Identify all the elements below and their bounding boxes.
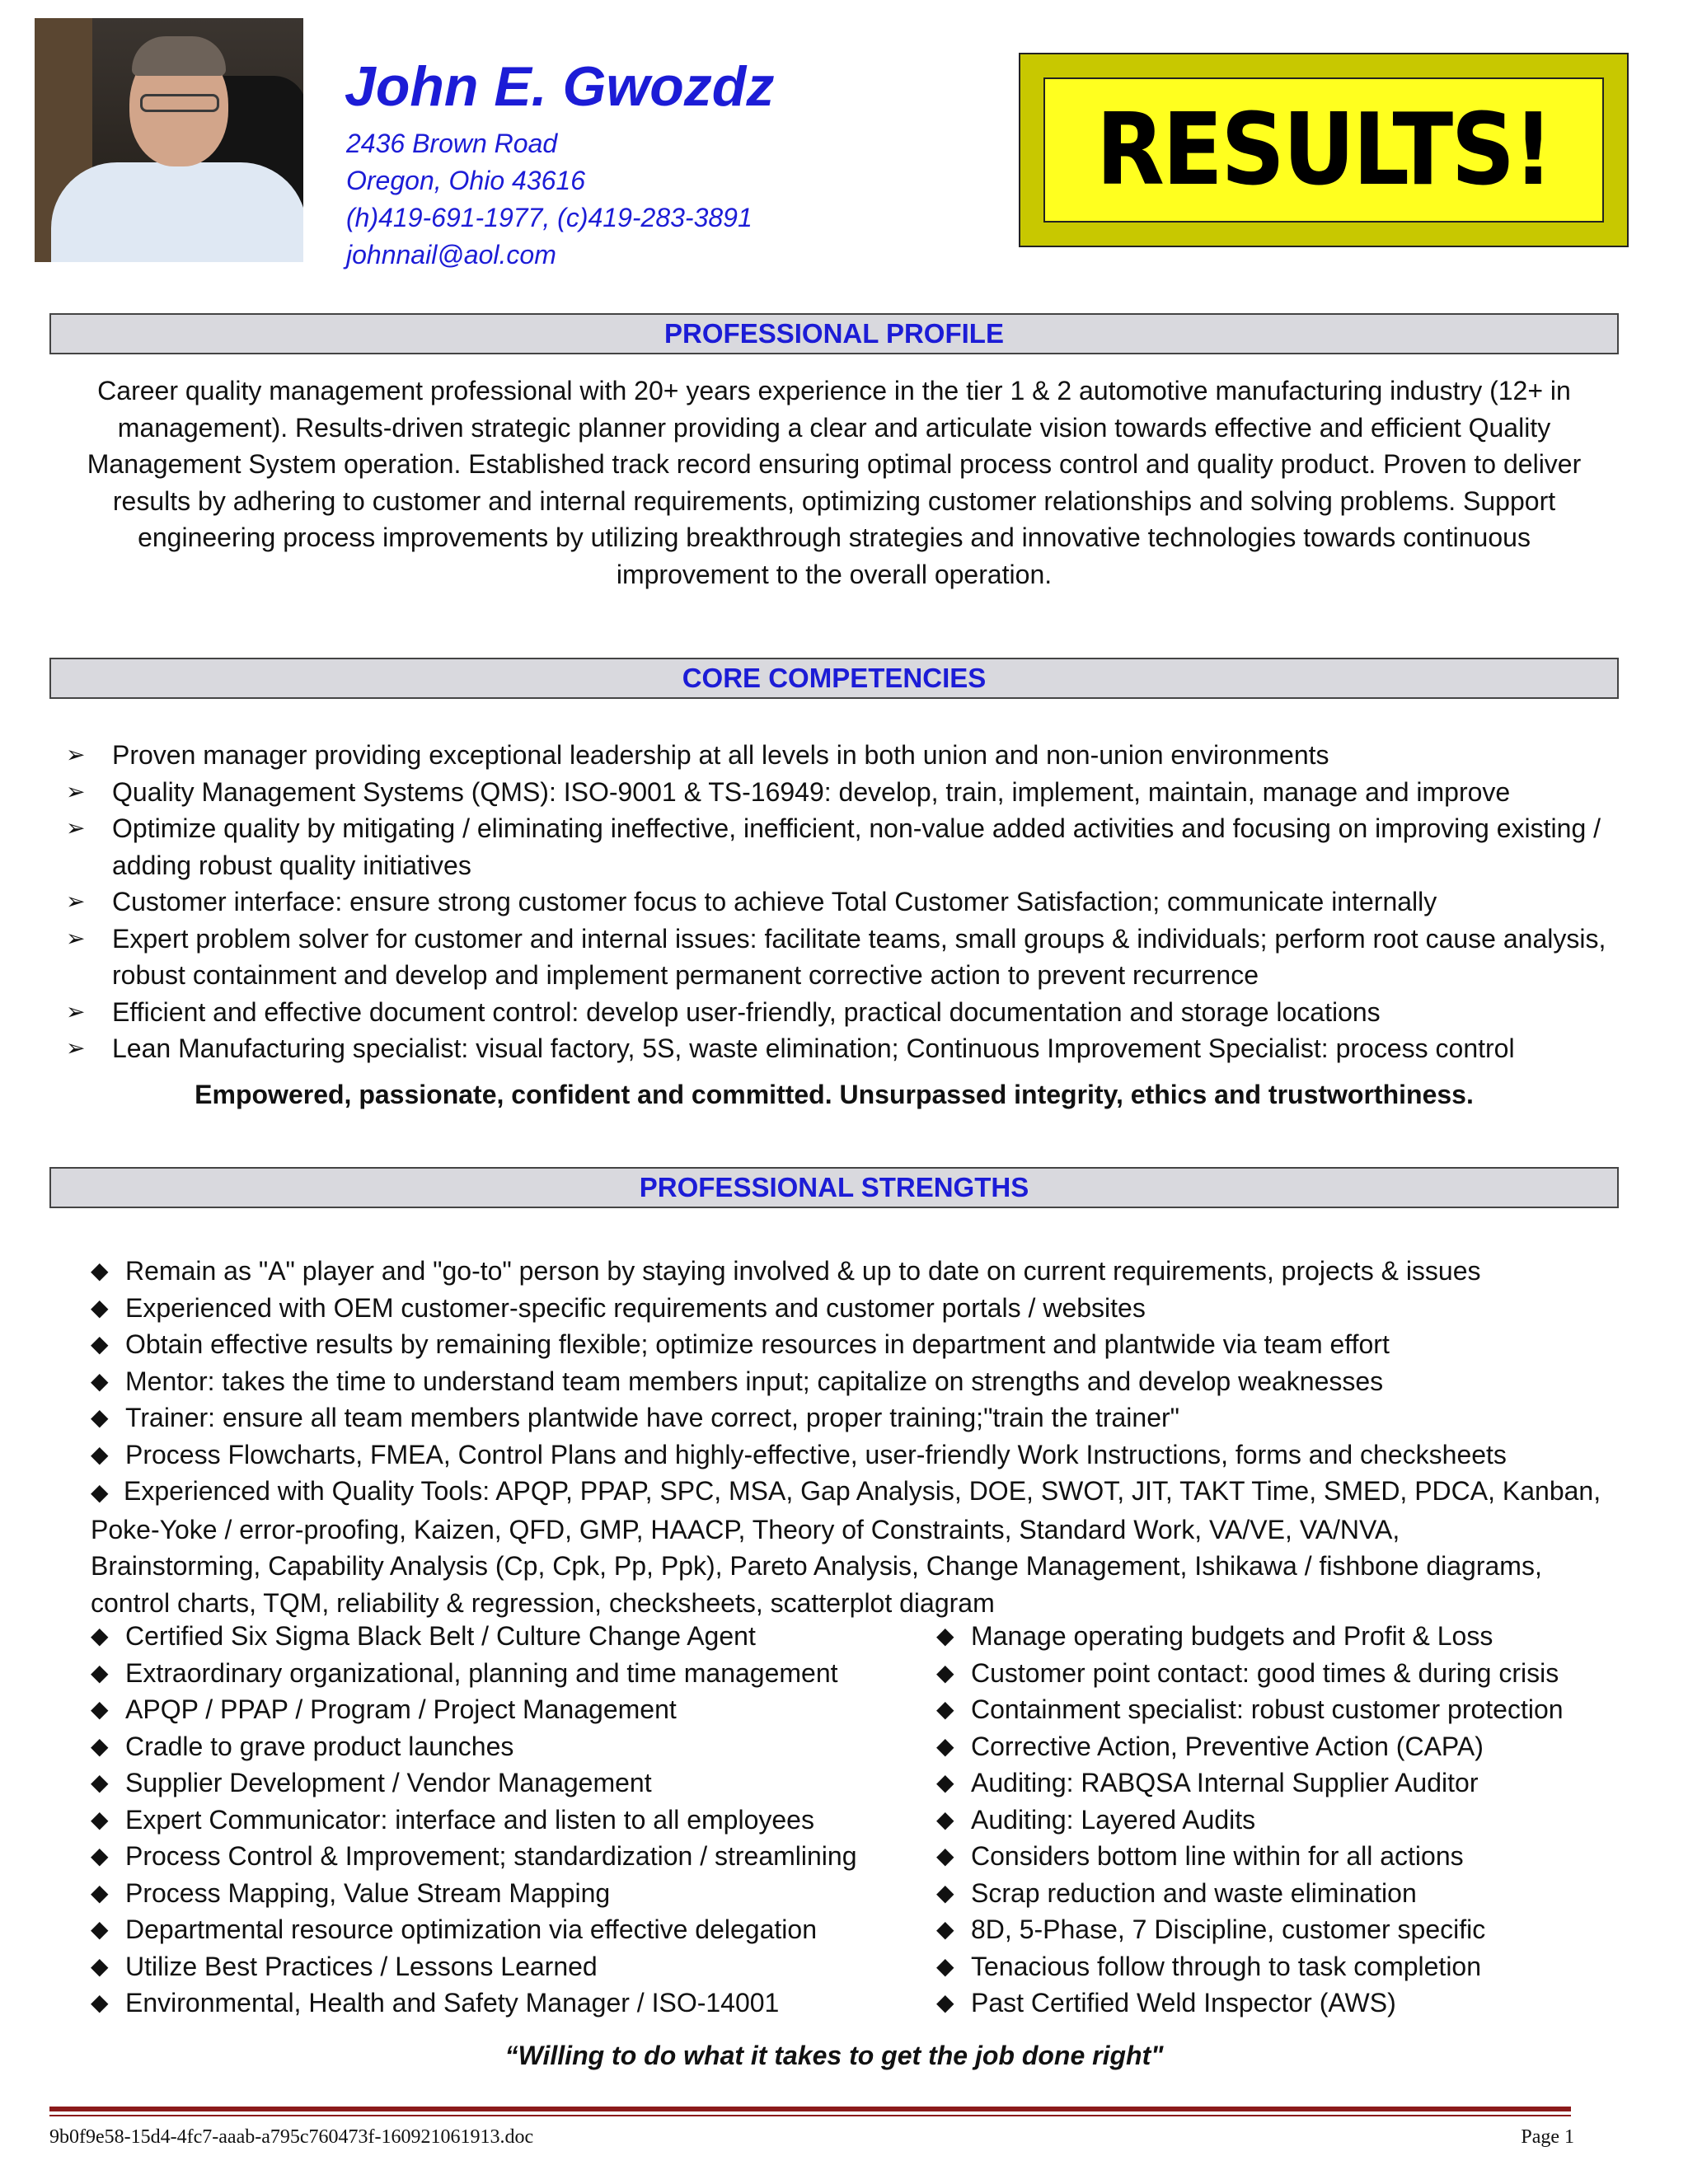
diamond-bullet-icon: ◆	[91, 1258, 109, 1283]
diamond-bullet-icon: ◆	[91, 1769, 109, 1795]
diamond-bullet-icon: ◆	[91, 1331, 109, 1357]
contact-block	[346, 125, 753, 274]
arrow-bullet-icon: ➢	[66, 998, 86, 1024]
diamond-bullet-icon: ◆	[936, 1696, 954, 1722]
list-item: ➢ Customer interface: ensure strong customer focus to achieve Total Customer Satisfaction; communicate internally	[66, 883, 1607, 921]
list-item: ◆ Auditing: Layered Audits	[936, 1802, 1607, 1839]
list-item: ◆ APQP / PPAP / Program / Project Management	[91, 1691, 936, 1728]
diamond-bullet-icon: ◆	[936, 1806, 954, 1832]
list-item: ◆ Past Certified Weld Inspector (AWS)	[936, 1985, 1607, 2022]
profile-line: management). Results-driven strategic planner providing a clear and articulate vision towards effective and efficient Quality	[117, 412, 1551, 443]
list-item: ◆ Obtain effective results by remaining flexible; optimize resources in department and plantwide via team effort	[91, 1326, 1607, 1363]
list-item: ◆ Experienced with OEM customer-specific requirements and customer portals / websites	[91, 1290, 1607, 1327]
competencies-list	[66, 737, 1607, 1067]
list-item: ◆ Process Mapping, Value Stream Mapping	[91, 1875, 936, 1912]
footer-doc-id: 9b0f9e58-15d4-4fc7-aaab-a795c760473f-160921061913.doc	[49, 2126, 534, 2148]
address-line-2: Oregon, Ohio 43616	[346, 166, 585, 195]
diamond-bullet-icon: ◆	[91, 1843, 109, 1868]
diamond-bullet-icon: ◆	[91, 1732, 109, 1759]
list-item: ◆ Trainer: ensure all team members plantwide have correct, proper training;"train the trainer"	[91, 1399, 1607, 1436]
footer-rule-thin	[49, 2115, 1571, 2116]
diamond-bullet-icon: ◆	[91, 1952, 109, 1979]
email-address[interactable]: johnnail@aol.com	[346, 240, 556, 269]
list-item: ◆ Cradle to grave product launches	[91, 1728, 936, 1765]
diamond-bullet-icon: ◆	[936, 1769, 954, 1795]
diamond-bullet-icon: ◆	[91, 1990, 109, 2015]
list-item: ◆ Mentor: takes the time to understand team members input; capitalize on strengths and develop weaknesses	[91, 1363, 1607, 1400]
profile-line: Management System operation. Established track record ensuring optimal process control and quality product. Proven to deliver	[87, 449, 1582, 479]
arrow-bullet-icon: ➢	[66, 925, 86, 951]
phone-numbers: (h)419-691-1977, (c)419-283-3891	[346, 203, 753, 232]
list-item: ◆ Auditing: RABQSA Internal Supplier Auditor	[936, 1765, 1607, 1802]
diamond-bullet-icon: ◆	[91, 1879, 109, 1905]
quality-tools-item: ◆ Experienced with Quality Tools: APQP, PPAP, SPC, MSA, Gap Analysis, DOE, SWOT, JIT, TAKT Time, SMED, PDCA, Kanban, Poke-Yoke / error-proofing, Kaizen, QFD, GMP, HAACP, Theory of Constraints, Standard Work, VA/VE, VA/NVA, Brainstorming, Capability Analysis (Cp, Cpk, Pp, Ppk), Pareto Analysis, Change Management, Ishikawa / fishbone diagrams, control charts, TQM, reliability & regression, checksheets, scatterplot diagram	[91, 1476, 1601, 1618]
list-item: ➢ Proven manager providing exceptional leadership at all levels in both union and non-union environments	[66, 737, 1607, 774]
arrow-bullet-icon: ➢	[66, 742, 86, 767]
diamond-bullet-icon: ◆	[91, 1696, 109, 1722]
section-header-competencies: CORE COMPETENCIES	[49, 658, 1619, 699]
arrow-bullet-icon: ➢	[66, 888, 86, 914]
list-item: ◆ Manage operating budgets and Profit & Loss	[936, 1618, 1607, 1655]
diamond-bullet-icon: ◆	[936, 1916, 954, 1942]
section-header-strengths: PROFESSIONAL STRENGTHS	[49, 1167, 1619, 1208]
results-banner-text: RESULTS!	[1095, 92, 1552, 208]
list-item: ◆ Utilize Best Practices / Lessons Learned	[91, 1948, 936, 1985]
diamond-bullet-icon: ◆	[936, 1732, 954, 1759]
list-item: ◆ Considers bottom line within for all actions	[936, 1838, 1607, 1875]
list-item: ◆ Expert Communicator: interface and listen to all employees	[91, 1802, 936, 1839]
profile-photo	[35, 18, 303, 262]
list-item: ◆ Process Control & Improvement; standardization / streamlining	[91, 1838, 936, 1875]
list-item: ◆ Certified Six Sigma Black Belt / Culture Change Agent	[91, 1618, 936, 1655]
diamond-bullet-icon: ◆	[936, 1843, 954, 1868]
profile-line: Career quality management professional with 20+ years experience in the tier 1 & 2 automotive manufacturing industry (12+ in	[97, 376, 1571, 405]
arrow-bullet-icon: ➢	[66, 815, 86, 841]
diamond-bullet-icon: ◆	[936, 1659, 954, 1685]
results-banner	[1019, 53, 1629, 247]
list-item: ◆ 8D, 5-Phase, 7 Discipline, customer specific	[936, 1911, 1607, 1948]
profile-line: results by adhering to customer and internal requirements, optimizing customer relationships and solving problems. Support	[112, 485, 1556, 516]
list-item: ◆ Extraordinary organizational, planning and time management	[91, 1655, 936, 1692]
diamond-bullet-icon: ◆	[91, 1367, 109, 1394]
diamond-bullet-icon: ◆	[91, 1479, 109, 1505]
diamond-bullet-icon: ◆	[936, 1623, 954, 1648]
list-item: ➢ Expert problem solver for customer and internal issues: facilitate teams, small groups & individuals; perform root cause analysis, robust containment and develop and implement permanent corrective action to prevent recurrence	[66, 921, 1607, 994]
values-tagline: Empowered, passionate, confident and committed. Unsurpassed integrity, ethics and trustworthiness.	[195, 1080, 1474, 1109]
diamond-bullet-icon: ◆	[91, 1623, 109, 1648]
candidate-name: John E. Gwozdz	[345, 55, 775, 118]
list-item: ◆ Tenacious follow through to task completion	[936, 1948, 1607, 1985]
footer-page-number: Page 1	[1521, 2126, 1574, 2148]
list-item: ◆ Process Flowcharts, FMEA, Control Plans and highly-effective, user-friendly Work Instructions, forms and checksheets	[91, 1436, 1607, 1474]
list-item: ➢ Lean Manufacturing specialist: visual factory, 5S, waste elimination; Continuous Improvement Specialist: process control	[66, 1030, 1607, 1067]
list-item: ◆ Environmental, Health and Safety Manager / ISO-14001	[91, 1985, 936, 2022]
diamond-bullet-icon: ◆	[91, 1806, 109, 1832]
list-item: ◆ Supplier Development / Vendor Management	[91, 1765, 936, 1802]
list-item: ◆ Scrap reduction and waste elimination	[936, 1875, 1607, 1912]
arrow-bullet-icon: ➢	[66, 1035, 86, 1061]
list-item: ➢ Efficient and effective document control: develop user-friendly, practical documentation and storage locations	[66, 994, 1607, 1031]
profile-line: improvement to the overall operation.	[616, 559, 1053, 589]
diamond-bullet-icon: ◆	[91, 1916, 109, 1942]
diamond-bullet-icon: ◆	[91, 1441, 109, 1467]
diamond-bullet-icon: ◆	[91, 1294, 109, 1320]
list-item: ◆ Departmental resource optimization via effective delegation	[91, 1911, 936, 1948]
footer-rule	[49, 2107, 1571, 2111]
profile-paragraph	[49, 373, 1619, 593]
list-item: ◆ Customer point contact: good times & during crisis	[936, 1655, 1607, 1692]
section-header-profile: PROFESSIONAL PROFILE	[49, 313, 1619, 354]
strengths-right-column	[936, 1618, 1607, 2022]
diamond-bullet-icon: ◆	[936, 1990, 954, 2015]
address-line-1: 2436 Brown Road	[346, 129, 558, 158]
list-item: ◆ Containment specialist: robust customer protection	[936, 1691, 1607, 1728]
list-item: ◆ Remain as "A" player and "go-to" person by staying involved & up to date on current requirements, projects & issues	[91, 1253, 1607, 1290]
diamond-bullet-icon: ◆	[91, 1659, 109, 1685]
strengths-left-column	[91, 1618, 936, 2022]
diamond-bullet-icon: ◆	[936, 1879, 954, 1905]
list-item: ➢ Optimize quality by mitigating / eliminating ineffective, inefficient, non-value added activities and focusing on improving existing / adding robust quality initiatives	[66, 810, 1607, 883]
closing-quote: “Willing to do what it takes to get the job done right"	[504, 2041, 1164, 2070]
diamond-bullet-icon: ◆	[936, 1952, 954, 1979]
list-item: ◆ Corrective Action, Preventive Action (CAPA)	[936, 1728, 1607, 1765]
strengths-two-column	[91, 1618, 1607, 2022]
profile-line: engineering process improvements by utilizing breakthrough strategies and innovative technologies towards continuous	[138, 523, 1531, 552]
strengths-list	[91, 1253, 1607, 1621]
arrow-bullet-icon: ➢	[66, 778, 86, 804]
list-item: ➢ Quality Management Systems (QMS): ISO-9001 & TS-16949: develop, train, implement, maintain, manage and improve	[66, 774, 1607, 811]
diamond-bullet-icon: ◆	[91, 1404, 109, 1430]
